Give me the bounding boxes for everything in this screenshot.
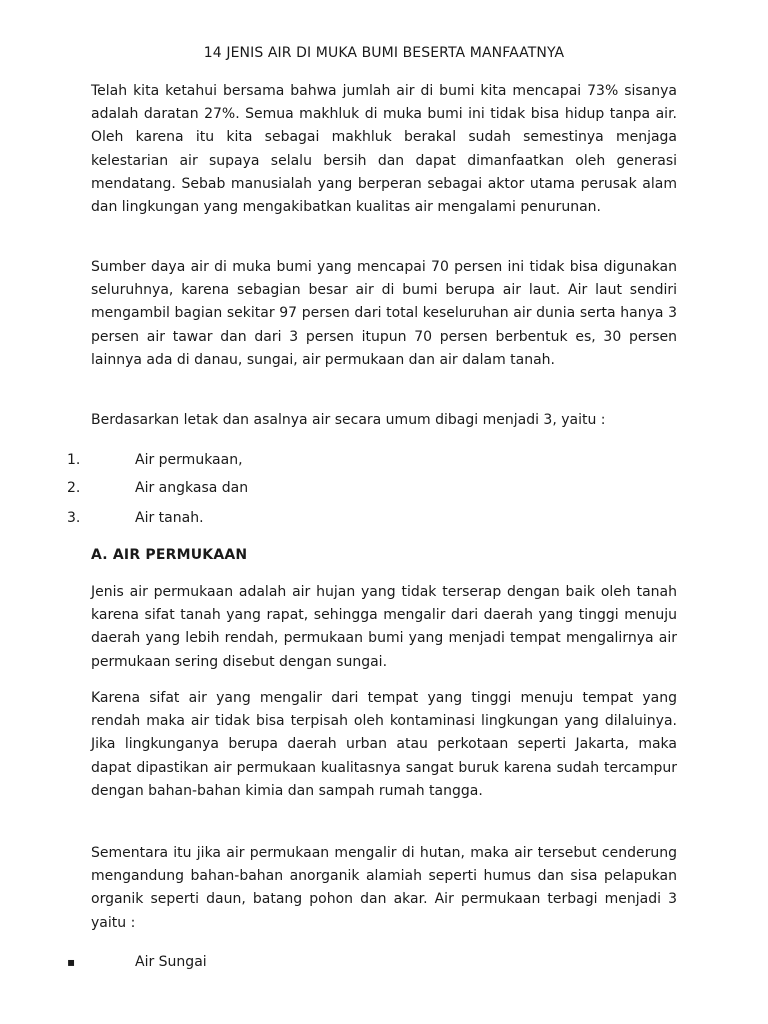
list-item (0, 450, 768, 470)
section-heading: A. AIR PERMUKAAN (91, 547, 248, 563)
paragraph-classification: Berdasarkan letak dan asalnya air secara umum dibagi menjadi 3, yaitu : (91, 412, 606, 428)
list-item-text: Air permukaan, (135, 452, 243, 468)
paragraph-forest-water: Sementara itu jika air permukaan mengalir di hutan, maka air tersebut cenderung mengandung bahan-bahan anorganik alamiah seperti humus dan sisa pelapukan organik seperti daun, batang pohon dan akar. Air permukaan terbagi menjadi 3 yaitu : (91, 845, 677, 931)
list-item-text: Air tanah. (135, 510, 204, 526)
list-item (0, 508, 768, 528)
paragraph-water-resources: Sumber daya air di muka bumi yang mencapai 70 persen ini tidak bisa digunakan seluruhnya, karena sebagian besar air di bumi berupa air laut. Air laut sendiri mengambil bagian sekitar 97 persen dari total keseluruhan air dunia serta hanya 3 persen air tawar dan dari 3 persen itupun 70 persen berbentuk es, 30 persen lainnya ada di danau, sungai, air permukaan dan air dalam tanah. (91, 259, 677, 368)
list-number: 2. (67, 480, 81, 496)
square-bullet-icon: ▪ (67, 955, 76, 969)
list-item (0, 478, 768, 498)
paragraph-contamination: Karena sifat air yang mengalir dari tempat yang tinggi menuju tempat yang rendah maka air tidak bisa terpisah oleh kontaminasi lingkungan yang dilaluinya. Jika lingkunganya berupa daerah urban atau perkotaan seperti Jakarta, maka dapat dipastikan air permukaan kualitasnya sangat buruk karena sudah tercampur dengan bahan-bahan kimia dan sampah rumah tangga. (91, 690, 677, 799)
paragraph-surface-water-definition: Jenis air permukaan adalah air hujan yang tidak terserap dengan baik oleh tanah karena sifat tanah yang rapat, sehingga mengalir dari daerah yang tinggi menuju daerah yang lebih rendah, permukaan bumi yang menjadi tempat mengalirnya air permukaan sering disebut dengan sungai. (91, 584, 677, 670)
paragraph-intro: Telah kita ketahui bersama bahwa jumlah air di bumi kita mencapai 73% sisanya adalah daratan 27%. Semua makhluk di muka bumi ini tidak bisa hidup tanpa air. Oleh karena itu kita sebagai makhluk berakal sudah semestinya menjaga kelestarian air supaya selalu bersih dan dapat dimanfaatkan oleh generasi mendatang. Sebab manusialah yang berperan sebagai aktor utama perusak alam dan lingkungan yang mengakibatkan kualitas air mengalami penurunan. (91, 83, 677, 216)
list-number: 1. (67, 452, 81, 468)
bullet-list-item-text: Air Sungai (135, 954, 207, 970)
list-item-text: Air angkasa dan (135, 480, 249, 496)
document-title: 14 JENIS AIR DI MUKA BUMI BESERTA MANFAATNYA (203, 45, 565, 61)
bullet-list-item (0, 952, 768, 972)
list-number: 3. (67, 510, 81, 526)
